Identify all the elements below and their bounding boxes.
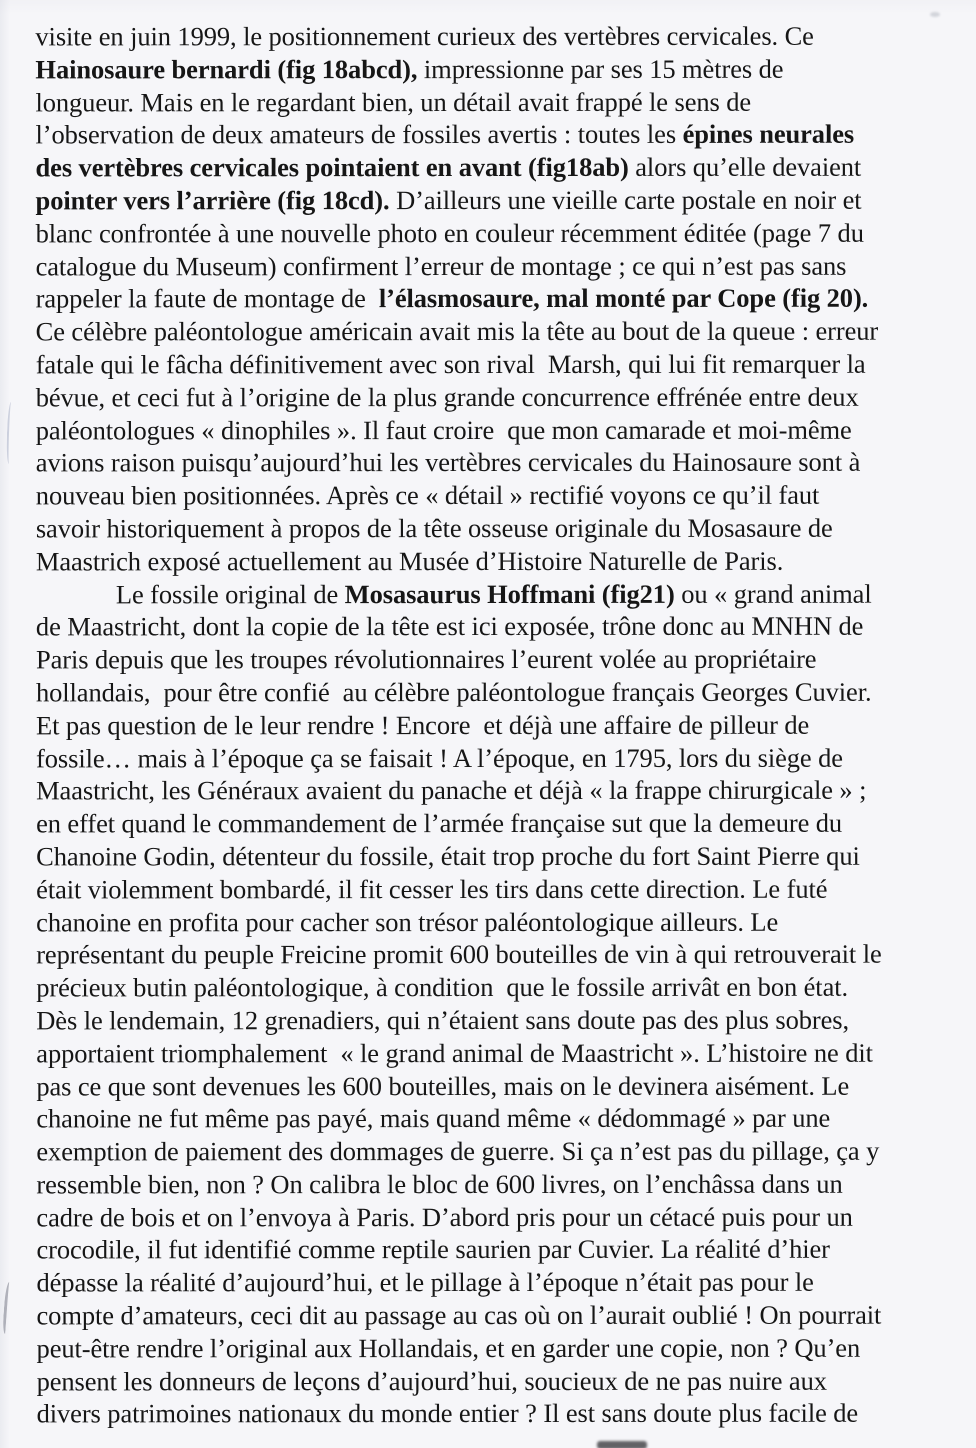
text-line — [36, 282, 972, 316]
text-run: ou « grand animal — [674, 578, 872, 609]
text-run: cadre de bois et on l’envoya à Paris. D’abord pris pour un cétacé puis pour un — [36, 1201, 853, 1233]
text-run: crocodile, il fut identifié comme reptile saurien par Cuvier. La réalité d’hier — [36, 1234, 830, 1265]
text-run: représentant du peuple Freicine promit 600 bouteilles de vin à qui retrouverait le — [36, 938, 882, 970]
text-line — [36, 774, 972, 808]
text-line — [36, 872, 972, 906]
text-run: avions raison puisqu’aujourd’hui les vertèbres cervicales du Hainosaure sont à — [35, 447, 861, 478]
scan-artifact-left-streak — [2, 1282, 13, 1334]
bold-text-run: Hainosaure bernardi (fig 18abcd), — [35, 53, 418, 85]
text-run: bévue, et ceci fut à l’origine de la plus grande concurrence effrénée entre deux — [35, 381, 859, 413]
text-line — [35, 20, 971, 54]
bold-text-run: l’élasmosaure, mal monté par Cope (fig 20). — [378, 283, 869, 314]
text-run: rappeler la faute de montage de — [35, 283, 379, 314]
text-run: fossile… mais à l’époque ça se faisait ! A l’époque, en 1795, lors du siège de — [36, 742, 843, 773]
text-run: de Maastricht, dont la copie de la tête est ici exposée, trône donc au MNHN de — [35, 611, 864, 642]
text-run: était violemment bombardé, il fit cesser les tirs dans cette direction. Le futé — [36, 873, 828, 905]
text-run: nouveau bien positionnées. Après ce « détail » rectifié voyons ce qu’il faut — [35, 479, 820, 511]
text-line — [36, 413, 972, 447]
text-run: Maastrich exposé actuellement au Musée d’Histoire Naturelle de Paris. — [35, 545, 784, 577]
text-line — [36, 676, 972, 710]
text-line — [36, 1266, 972, 1300]
text-run: l’observation de deux amateurs de fossiles avertis : toutes les — [35, 119, 683, 150]
text-line — [36, 1102, 972, 1136]
text-line — [37, 1397, 973, 1431]
scan-artifact-left-streak — [6, 402, 14, 464]
text-line — [36, 184, 972, 218]
text-line — [36, 741, 972, 775]
text-run: D’ailleurs une vieille carte postale en noir et — [389, 184, 862, 216]
text-line — [35, 85, 971, 119]
text-line — [36, 1135, 972, 1169]
text-line — [36, 577, 972, 611]
text-run: savoir historiquement à propos de la tête osseuse originale du Mosasaure de — [35, 512, 833, 544]
text-run: exemption de paiement des dommages de guerre. Si ça n’est pas du pillage, ça y — [36, 1135, 880, 1167]
text-line — [36, 1200, 972, 1234]
text-line — [35, 151, 971, 185]
text-run: catalogue du Museum) confirment l’erreur de montage ; ce qui n’est pas sans — [35, 250, 847, 281]
text-run: peut-être rendre l’original aux Hollandais, et en garder une copie, non ? Qu’en — [36, 1332, 861, 1364]
scan-artifact-speck — [930, 12, 940, 17]
text-run: fatale qui le fâcha définitivement avec son rival Marsh, qui lui fit remarquer la — [35, 348, 866, 380]
text-line — [36, 479, 972, 513]
text-run: compte d’amateurs, ceci dit au passage au cas où on l’aurait oublié ! On pourrait — [36, 1299, 882, 1331]
text-line — [36, 249, 972, 283]
bold-text-run: épines neurales — [682, 119, 855, 150]
text-run: apportaient triomphalement « le grand animal de Maastricht ». L’histoire ne dit — [36, 1037, 873, 1069]
text-line — [37, 1364, 973, 1398]
text-run: impressionne par ses 15 mètres de — [417, 53, 784, 84]
text-line — [36, 315, 972, 349]
text-body — [35, 20, 972, 1431]
text-line — [36, 643, 972, 677]
text-run: dépasse la réalité d’aujourd’hui, et le pillage à l’époque n’était pas pour le — [36, 1267, 814, 1298]
text-run: pensent les donneurs de leçons d’aujourd’hui, soucieux de ne pas nuire aux — [36, 1365, 827, 1397]
bold-text-run: des vertèbres cervicales pointaient en avant (fig18ab) — [35, 152, 629, 183]
text-run: Et pas question de le leur rendre ! Encore et déjà une affaire de pilleur de — [35, 709, 810, 741]
text-run: Chanoine Godin, détenteur du fossile, était trop proche du fort Saint Pierre qui — [36, 840, 860, 872]
text-run: blanc confrontée à une nouvelle photo en couleur récemment éditée (page 7 du — [35, 217, 864, 249]
text-line — [36, 971, 972, 1005]
text-run: précieux butin paléontologique, à condition que le fossile arrivât en bon état. — [36, 971, 849, 1003]
text-run: Dès le lendemain, 12 grenadiers, qui n’étaient sans doute pas des plus sobres, — [36, 1004, 850, 1036]
text-run: chanoine en profita pour cacher son trésor paléontologique ailleurs. Le — [36, 906, 779, 937]
text-run: pas ce que sont devenues les 600 bouteilles, mais on le devinera aisément. Le — [36, 1070, 850, 1101]
text-line — [36, 348, 972, 382]
text-line — [36, 544, 972, 578]
text-line — [37, 1331, 973, 1365]
text-run: Maastricht, les Généraux avaient du panache et déjà « la frappe chirurgicale » ; — [36, 775, 867, 806]
text-run: visite en juin 1999, le positionnement curieux des vertèbres cervicales. Ce — [35, 20, 814, 52]
text-run: Ce célèbre paléontologue américain avait mis la tête au bout de la queue : erreur — [35, 315, 879, 347]
text-line — [35, 118, 971, 152]
text-run: Paris depuis que les troupes révolutionnaires l’eurent volée au propriétaire — [35, 643, 817, 675]
text-run: Le fossile original de — [115, 578, 345, 609]
text-line — [36, 708, 972, 742]
text-line — [36, 1167, 972, 1201]
text-line — [36, 1003, 972, 1037]
text-line — [36, 216, 972, 250]
text-line — [36, 1036, 972, 1070]
text-line — [36, 446, 972, 480]
text-line — [36, 938, 972, 972]
text-run: paléontologues « dinophiles ». Il faut croire que mon camarade et moi-même — [35, 414, 852, 445]
text-line — [36, 807, 972, 841]
text-run: alors qu’elle devaient — [628, 151, 862, 183]
text-run: ressemble bien, non ? On calibra le bloc de 600 livres, on l’enchâssa dans un — [36, 1168, 843, 1200]
text-line — [36, 905, 972, 939]
text-run: hollandais, pour être confié au célèbre paléontologue français Georges Cuvier. — [35, 676, 872, 708]
scan-artifact-bottom-smudge — [597, 1441, 647, 1448]
text-line — [36, 380, 972, 414]
text-line — [36, 1233, 972, 1267]
text-line — [36, 610, 972, 644]
text-run: divers patrimoines nationaux du monde entier ? Il est sans doute plus facile de — [36, 1398, 859, 1429]
text-line — [36, 1069, 972, 1103]
text-run: longueur. Mais en le regardant bien, un détail avait frappé le sens de — [35, 86, 752, 118]
text-line — [36, 512, 972, 546]
text-line — [35, 52, 971, 86]
bold-text-run: pointer vers l’arrière (fig 18cd). — [35, 185, 390, 216]
text-run: chanoine ne fut même pas payé, mais quand même « dédommagé » par une — [36, 1103, 831, 1134]
text-line — [36, 840, 972, 874]
bold-text-run: Mosasaurus Hoffmani (fig21) — [344, 578, 675, 609]
text-run: en effet quand le commandement de l’armée française sut que la demeure du — [36, 807, 843, 839]
text-line — [37, 1299, 973, 1333]
